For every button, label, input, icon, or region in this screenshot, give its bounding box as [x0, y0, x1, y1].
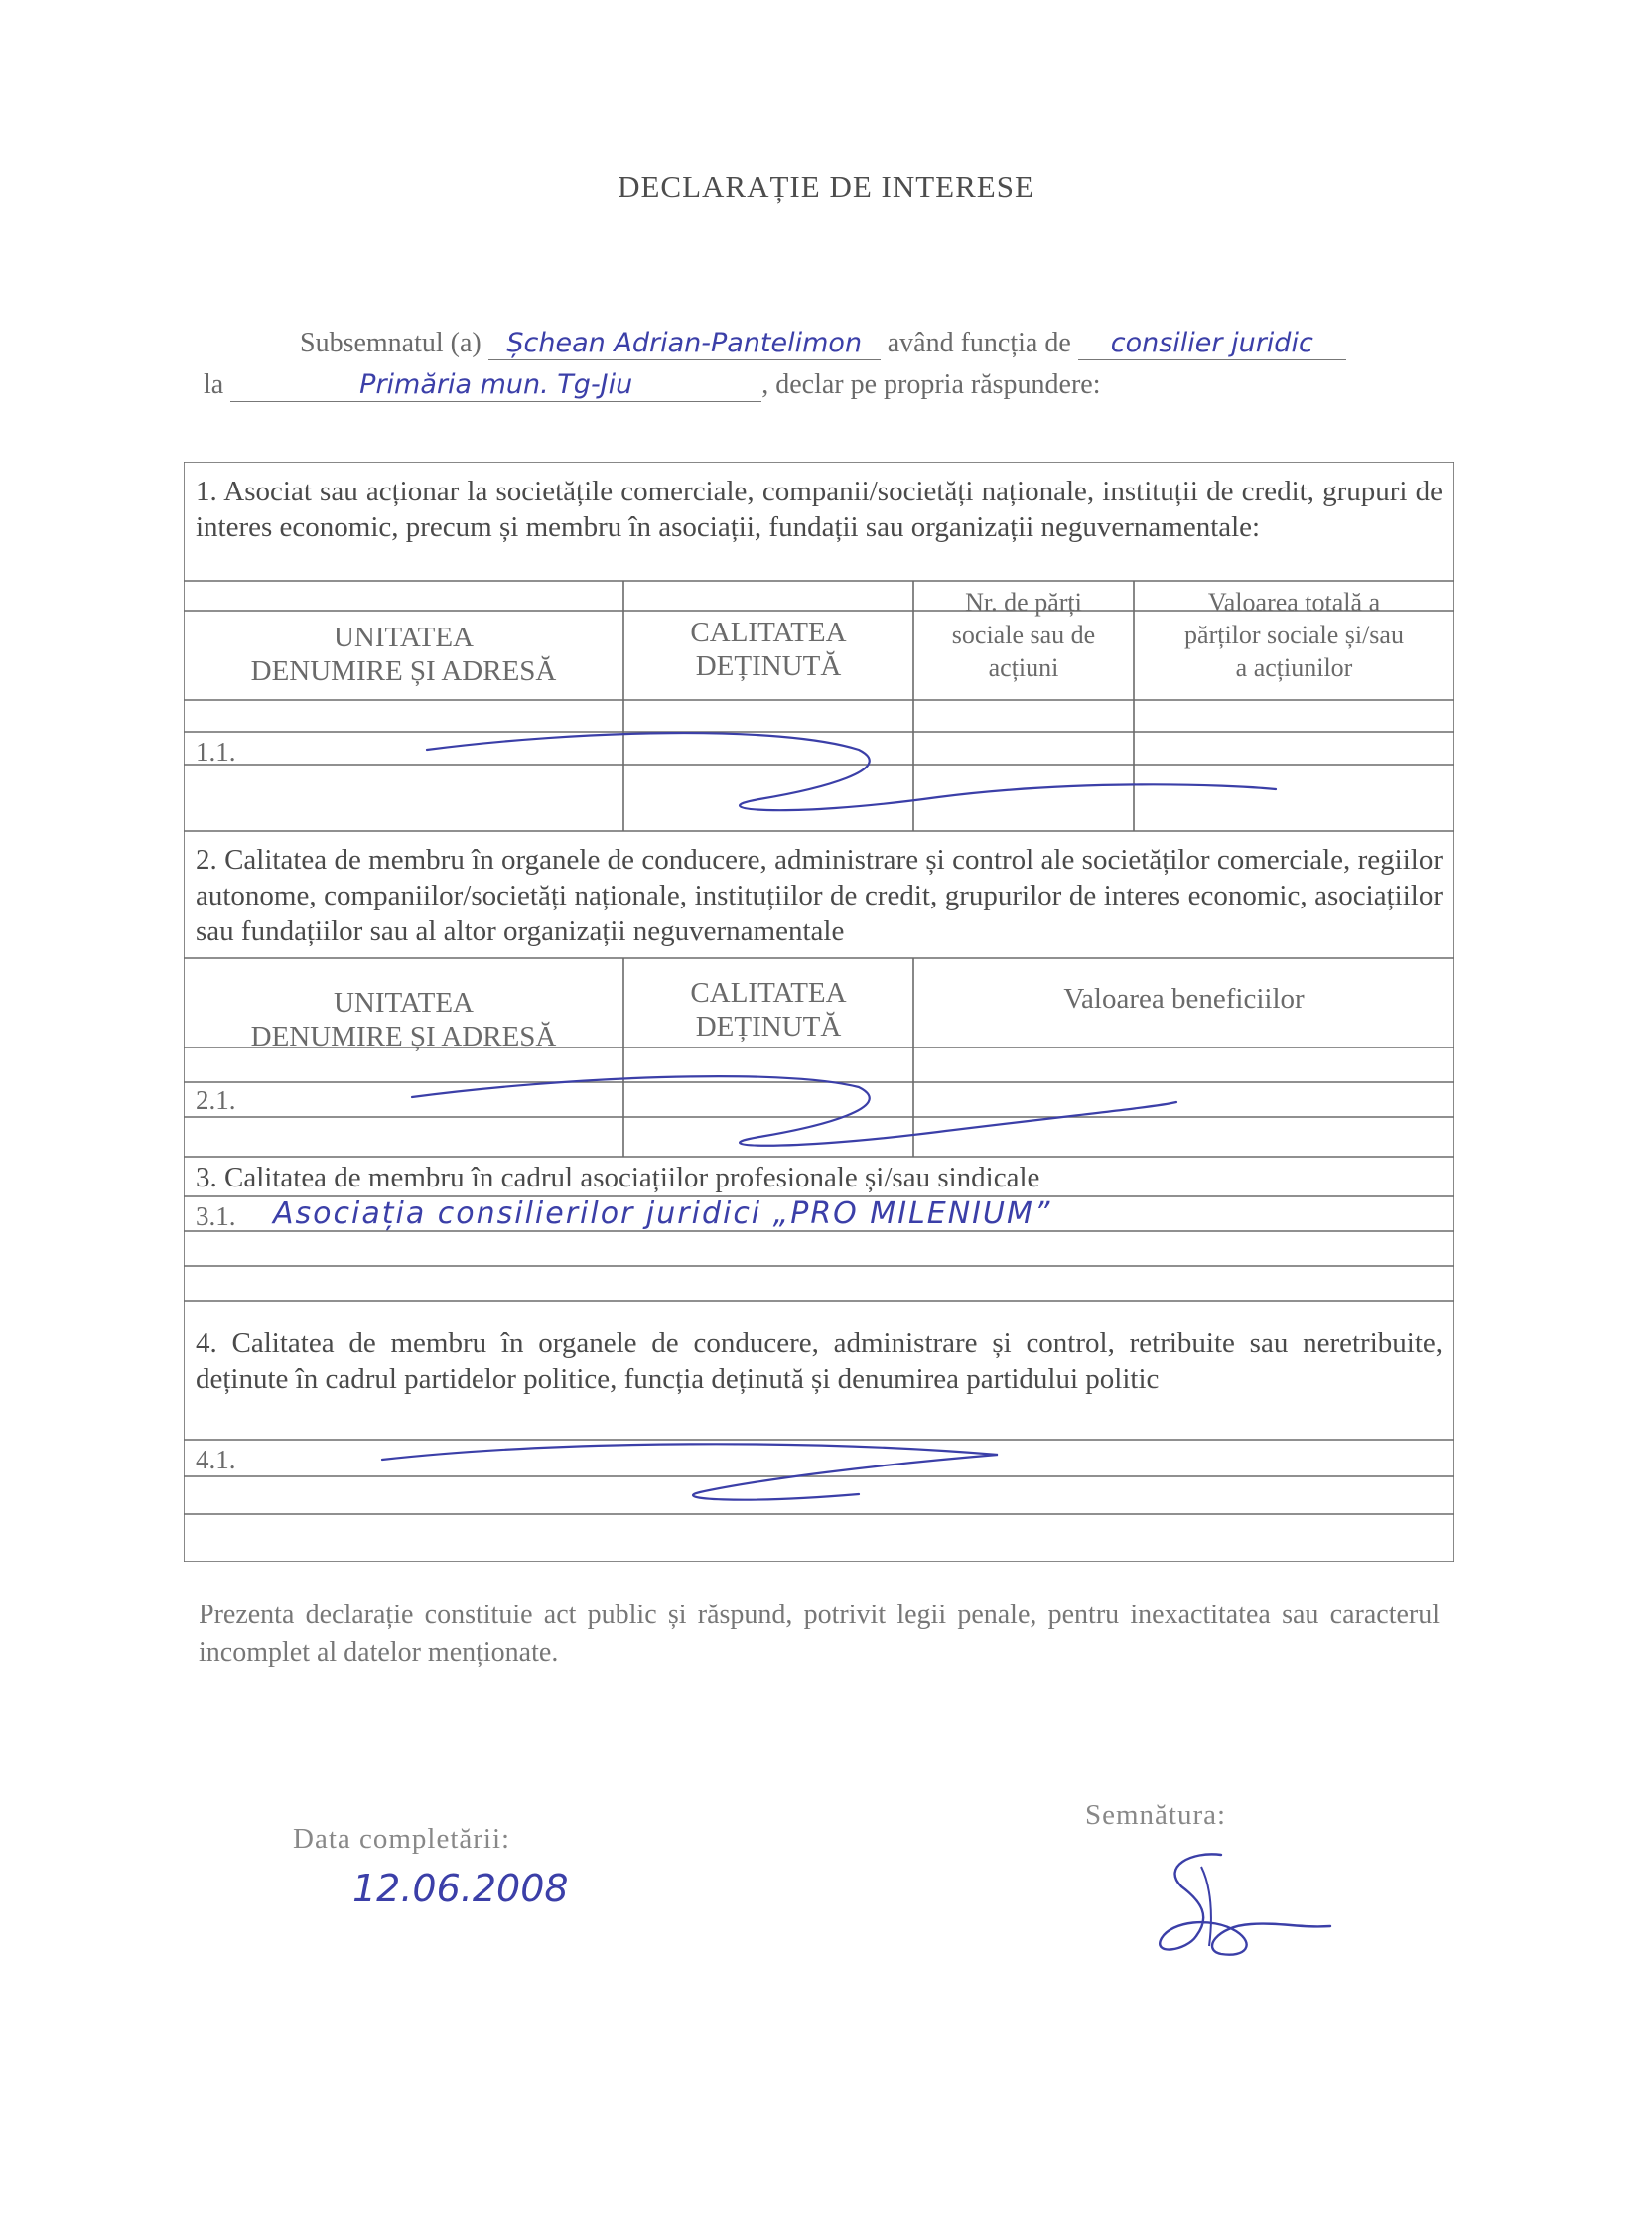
name-field [488, 328, 881, 360]
intro-line-2 [204, 369, 1101, 402]
function-value: consilier juridic [1110, 328, 1313, 358]
cross-out-stroke-4 [382, 1444, 998, 1499]
interests-table [184, 462, 1454, 1562]
date-value: 12.06.2008 [352, 1867, 569, 1910]
date-label: Data completării: [293, 1823, 511, 1855]
section-2-text: 2. Calitatea de membru în organele de conducere, administrare și control ale societăților comerciale, regiilor autonome, companiilor/societăți naționale, instituțiilor de credit, grupurilor de interes economic, asociațiilor sau fundațiilor sau al altor organizații neguvernamentale [196, 844, 1443, 947]
institution-field [230, 369, 761, 402]
s2-row-label: 2.1. [196, 1085, 236, 1115]
s3-row-label: 3.1. [196, 1201, 236, 1231]
s1-col-shares: Nr. de părți sociale sau de acțiuni [951, 588, 1096, 682]
s3-row-value: Asociația consilierilor juridici „PRO MILENIUM” [273, 1196, 1052, 1231]
function-label: având funcția de [887, 328, 1071, 358]
signature-image [1142, 1847, 1340, 1966]
intro-prefix: Subsemnatul (a) [300, 328, 482, 358]
s1-col-value: Valoarea totală a părților sociale și/sau a acțiunilor [1184, 588, 1404, 682]
signature-label: Semnătura: [1085, 1799, 1227, 1831]
s4-row-label: 4.1. [196, 1445, 236, 1474]
s2-col-quality: CALITATEA DEȚINUTĂ [690, 977, 847, 1043]
s2-col-benefits: Valoarea beneficiilor [1063, 983, 1305, 1015]
section-1-text: 1. Asociat sau acționar la societățile comerciale, companii/societăți naționale, instituții de credit, grupuri de interes economic, precum și membru în asociații, fundații sau organizații neguvernamentale: [196, 476, 1443, 543]
section-3-text: 3. Calitatea de membru în cadrul asociațiilor profesionale și/sau sindicale [196, 1162, 1040, 1193]
intro-suffix: , declar pe propria răspundere: [761, 369, 1101, 400]
intro-line-1 [300, 328, 1346, 360]
s1-row-label: 1.1. [196, 737, 236, 767]
section-4-text: 4. Calitatea de membru în organele de conducere, administrare și control, retribuite sau neretribuite, deținute în cadrul partidelor politice, funcția deținută și denumirea partidului politic [196, 1327, 1443, 1395]
institution-value: Primăria mun. Tg-Jiu [359, 369, 633, 400]
at-label: la [204, 369, 224, 400]
cross-out-stroke-2 [412, 1076, 1176, 1146]
s1-col-quality: CALITATEA DEȚINUTĂ [690, 617, 847, 682]
legal-statement: Prezenta declarație constituie act public și răspund, potrivit legii penale, pentru inexactitatea sau caracterul incomplet al datelor menționate. [199, 1600, 1440, 1668]
document-title: DECLARAȚIE DE INTERESE [618, 169, 1034, 204]
function-field [1078, 328, 1346, 360]
s1-col-unit: UNITATEA DENUMIRE ȘI ADRESĂ [250, 622, 557, 687]
name-value: Șchean Adrian-Pantelimon [506, 328, 863, 358]
cross-out-stroke-1 [427, 733, 1276, 810]
s2-col-unit: UNITATEA DENUMIRE ȘI ADRESĂ [250, 987, 557, 1052]
